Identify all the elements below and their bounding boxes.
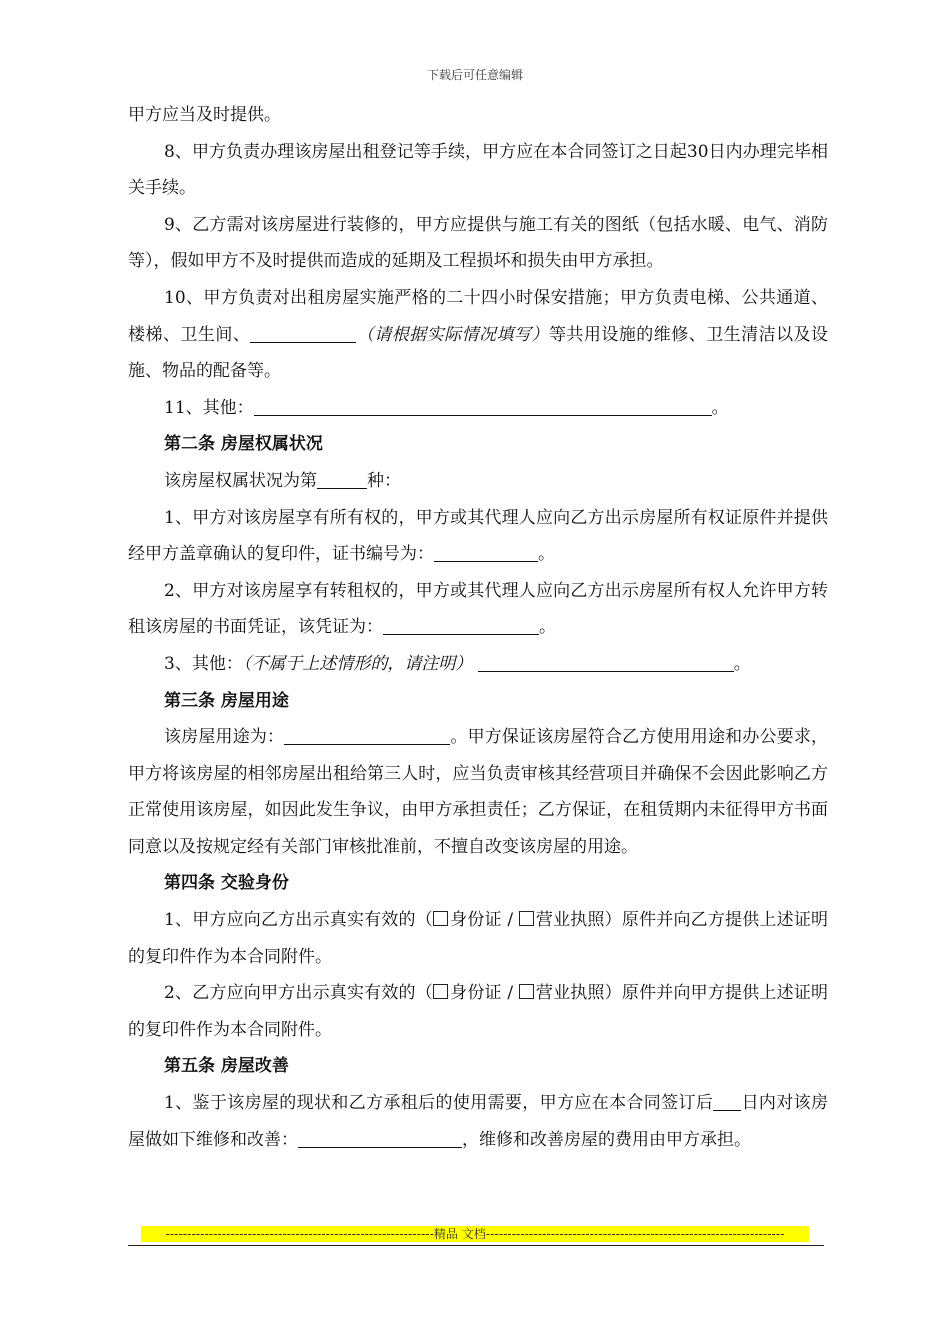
blank-field[interactable] [317, 470, 367, 489]
paragraph: 1、甲方应向乙方出示真实有效的（ 身份证 / 营业执照）原件并向乙方提供上述证明的复印件作为本合同附件。 [128, 910, 829, 967]
paragraph: 该房屋用途为： 。甲方保证该房屋符合乙方使用用途和办公要求，甲方将该房屋的相邻房屋出租给第三人时，应当负责审核其经营项目并确保不会因此影响乙方正常使用该房屋，如因此发生争议，由甲方承担责任；乙方保证，在租赁期内未征得甲方书面同意以及按规定经有关部门审核批准前，不擅自改变该房屋的用途。 [128, 727, 829, 857]
section-heading: 第四条 交验身份 [164, 873, 289, 894]
checkbox[interactable] [433, 911, 448, 926]
paragraph: 2、甲方对该房屋享有转租权的，甲方或其代理人应向乙方出示房屋所有权人允许甲方转租该房屋的书面凭证，该凭证为： 。 [128, 580, 828, 638]
paragraph: 1、鉴于该房屋的现状和乙方承租后的使用需要，甲方应在本合同签订后 日内对该房屋做如下维修和改善： ，维修和改善房屋的费用由甲方承担。 [128, 1093, 828, 1150]
paragraph: 甲方应当及时提供。 [128, 105, 281, 125]
blank-field[interactable] [298, 1129, 462, 1148]
blank-field[interactable] [383, 616, 539, 635]
document-body [128, 97, 828, 1158]
clause-item-8: 8、甲方负责办理该房屋出租登记等手续，甲方应在本合同签订之日起30日内办理完毕相关手续。 [128, 141, 828, 199]
blank-field[interactable] [713, 1092, 741, 1111]
checkbox[interactable] [433, 984, 448, 999]
paragraph: 1、甲方对该房屋享有所有权的，甲方或其代理人应向乙方出示房屋所有权证原件并提供经甲方盖章确认的复印件，证书编号为： 。 [128, 507, 828, 565]
blank-field[interactable] [254, 397, 712, 416]
section-heading: 第二条 房屋权属状况 [164, 434, 323, 455]
blank-field[interactable] [478, 653, 734, 672]
checkbox[interactable] [519, 984, 534, 999]
footer-banner: --------------------------------------------------------------精品 文档--------------------------------------------------------------------- [141, 1226, 809, 1242]
blank-field[interactable] [284, 726, 450, 745]
clause-item-9: 9、乙方需对该房屋进行装修的，甲方应提供与施工有关的图纸（包括水暖、电气、消防等），假如甲方不及时提供而造成的延期及工程损坏和损失由甲方承担。 [128, 214, 828, 272]
footer-divider [128, 1245, 824, 1246]
blank-field[interactable] [250, 324, 356, 343]
blank-field[interactable] [434, 543, 538, 562]
paragraph: 2、乙方应向甲方出示真实有效的（ 身份证 / 营业执照）原件并向甲方提供上述证明的复印件作为本合同附件。 [128, 983, 829, 1040]
clause-item-10: 10、甲方负责对出租房屋实施严格的二十四小时保安措施；甲方负责电梯、公共通道、楼梯、卫生间、 （请根据实际情况填写）等共用设施的维修、卫生清洁以及设施、物品的配备等。 [128, 287, 829, 382]
section-heading: 第三条 房屋用途 [164, 690, 289, 711]
clause-item-11: 11、其他： 。 [164, 397, 729, 418]
section-heading: 第五条 房屋改善 [164, 1056, 289, 1077]
paragraph: 该房屋权属状况为第 种： [164, 470, 401, 491]
checkbox[interactable] [519, 911, 534, 926]
paragraph: 3、其他：（不属于上述情形的，请注明） 。 [164, 653, 751, 674]
page-header-note: 下载后可任意编辑 [426, 68, 523, 82]
